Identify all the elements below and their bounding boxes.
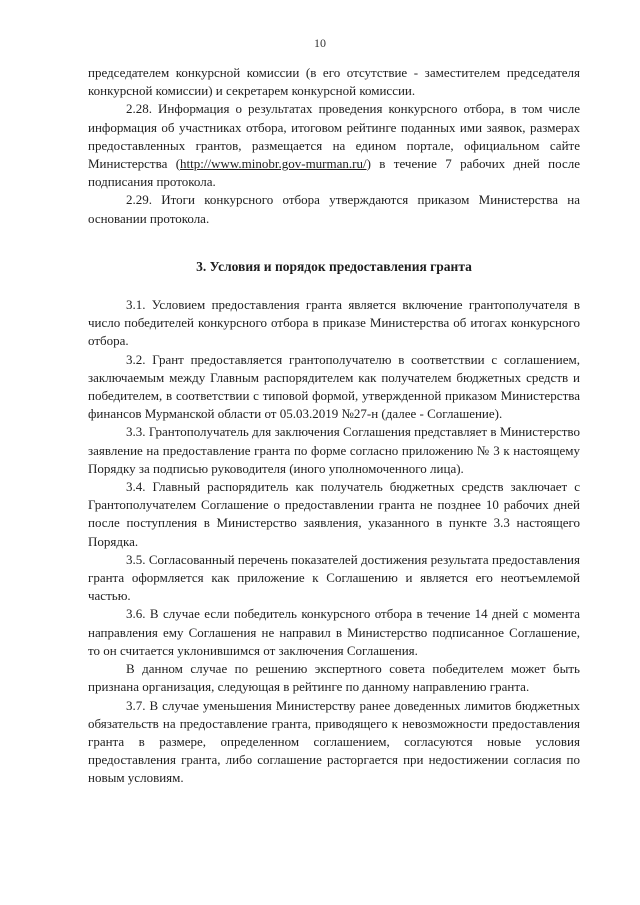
paragraph-3-6-note: В данном случае по решению экспертного совета победителем может быть признана организация, следующая в рейтинге по данному направлению гранта. [88,661,580,695]
paragraph-2-28-text-end: ) в течение 7 рабочих дней после подписания протокола. [88,156,580,190]
paragraph-3-5: 3.5. Согласованный перечень показателей достижения результата предоставления гранта оформляется как приложение к Соглашению и является его неотъемлемой частью. [88,551,580,604]
paragraph-continuation: председателем конкурсной комиссии (в его отсутствие - заместителем председателя конкурсной комиссии) и секретарем конкурсной комиссии. [88,65,580,99]
paragraph-3-2: 3.2. Грант предоставляется грантополучателю в соответствии с соглашением, заключаемым между Главным распорядителем как получателем бюджетных средств и победителем, в соответствии с типовой формой, утвержденной приказом Министерства финансов Мурманской области от 05.03.2019 №27-н (далее - Соглашение). [88,351,580,422]
page-number: 10 [314,36,326,50]
paragraph-2-29: 2.29. Итоги конкурсного отбора утверждаются приказом Министерства на основании протокола. [88,192,580,226]
paragraph-3-6: 3.6. В случае если победитель конкурсного отбора в течение 14 дней с момента направления ему Соглашения не направил в Министерство подписанное Соглашение, то он считается уклонившимся от заключения Соглашения. [88,606,580,658]
document-body [88,64,580,788]
section-heading: 3. Условия и порядок предоставления гранта [196,258,472,274]
paragraph-3-4: 3.4. Главный распорядитель как получатель бюджетных средств заключает с Грантополучателем Соглашение о предоставлении гранта не позднее 10 рабочих дней после поступления в Министерство заявления, указанного в пункте 3.3 настоящего Порядка. [88,479,580,549]
paragraph-2-28-text: 2.28. Информация о результатах проведения конкурсного отбора, в том числе информация об участниках отбора, итоговом рейтинге поданных ими заявок, размерах предоставленных грантов, размещается на едином портале, официальном сайте Министерства ( [88,101,580,172]
paragraph-3-1: 3.1. Условием предоставления гранта является включение грантополучателя в число победителей конкурсного отбора в приказе Министерства об итогах конкурсного отбора. [88,297,580,349]
paragraph-3-3: 3.3. Грантополучатель для заключения Соглашения представляет в Министерство заявление на предоставление гранта по форме согласно приложению № 3 к настоящему Порядку за подписью руководителя (иного уполномоченного лица). [88,424,580,476]
paragraph-2-28 [88,100,580,191]
paragraph-3-7: 3.7. В случае уменьшения Министерству ранее доведенных лимитов бюджетных обязательств на предоставление гранта, приводящего к невозможности предоставления гранта в размере, определенном соглашением, согласуются новые условия предоставления гранта, либо соглашение расторгается при недостижении согласия по новым условиям. [88,697,580,786]
ministry-website-link[interactable]: http://www.minobr.gov-murman.ru/ [180,156,367,172]
